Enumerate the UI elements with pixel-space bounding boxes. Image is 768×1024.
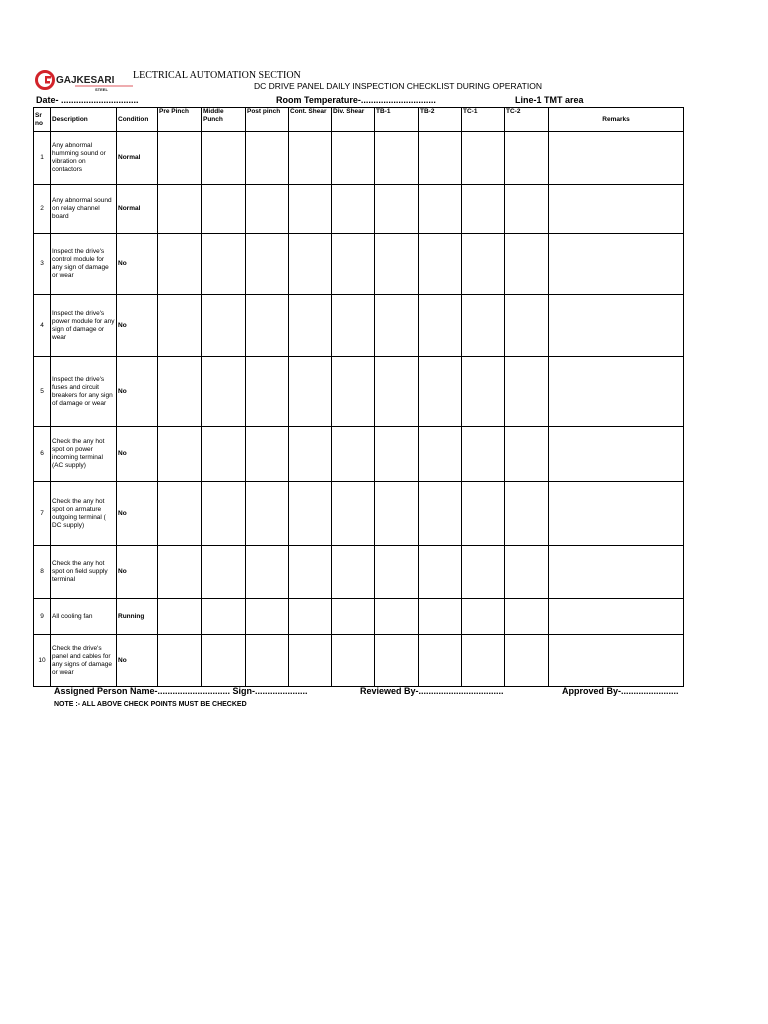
post-pinch-cell[interactable]: [246, 132, 289, 185]
tb2-cell[interactable]: [419, 185, 462, 234]
column-header-remarks: Remarks: [549, 108, 684, 132]
row-sr: 1: [34, 132, 51, 185]
row-sr: 5: [34, 357, 51, 427]
tc2-cell[interactable]: [505, 546, 549, 599]
gajkesari-logo-icon: [35, 70, 135, 92]
tc1-cell[interactable]: [462, 357, 505, 427]
column-header-pre-pinch: Pre Pinch: [158, 108, 202, 132]
remarks-cell[interactable]: [549, 357, 684, 427]
table-row: [34, 357, 684, 427]
cont-shear-cell[interactable]: [289, 546, 332, 599]
div-shear-cell[interactable]: [332, 295, 375, 357]
pre-pinch-cell[interactable]: [158, 635, 202, 687]
table-row: [34, 132, 684, 185]
row-sr: 4: [34, 295, 51, 357]
post-pinch-cell[interactable]: [246, 234, 289, 295]
pre-pinch-cell[interactable]: [158, 185, 202, 234]
div-shear-cell[interactable]: [332, 185, 375, 234]
table-row: [34, 546, 684, 599]
table-row: [34, 295, 684, 357]
row-description: All cooling fan: [51, 599, 117, 635]
column-header-description: Description: [51, 108, 117, 132]
tb1-cell[interactable]: [375, 635, 419, 687]
tb2-cell[interactable]: [419, 234, 462, 295]
row-description: Check the any hot spot on field supply terminal: [51, 546, 117, 599]
tb2-cell[interactable]: [419, 295, 462, 357]
row-condition: Normal: [117, 185, 158, 234]
logo-subtext: STEEL: [95, 87, 108, 92]
div-shear-cell[interactable]: [332, 546, 375, 599]
tb1-cell[interactable]: [375, 599, 419, 635]
remarks-cell[interactable]: [549, 185, 684, 234]
row-condition: Running: [117, 599, 158, 635]
column-header-tc2: TC-2: [505, 108, 549, 132]
tc1-cell[interactable]: [462, 132, 505, 185]
middle-punch-cell[interactable]: [202, 635, 246, 687]
tb2-cell[interactable]: [419, 482, 462, 546]
tb2-cell[interactable]: [419, 599, 462, 635]
pre-pinch-cell[interactable]: [158, 295, 202, 357]
cont-shear-cell[interactable]: [289, 185, 332, 234]
inspection-checklist-table: [33, 107, 684, 687]
post-pinch-cell[interactable]: [246, 635, 289, 687]
column-header-tc1: TC-1: [462, 108, 505, 132]
row-condition: No: [117, 482, 158, 546]
row-condition: No: [117, 234, 158, 295]
pre-pinch-cell[interactable]: [158, 482, 202, 546]
row-description: Any abnormal sound on relay channel board: [51, 185, 117, 234]
div-shear-cell[interactable]: [332, 357, 375, 427]
row-condition: No: [117, 427, 158, 482]
column-header-condition: Condition: [117, 108, 158, 132]
company-logo: [35, 70, 135, 92]
row-sr: 8: [34, 546, 51, 599]
tc1-cell[interactable]: [462, 635, 505, 687]
row-sr: 9: [34, 599, 51, 635]
page-title: DC DRIVE PANEL DAILY INSPECTION CHECKLIST DURING OPERATION: [254, 81, 542, 91]
tc2-cell[interactable]: [505, 427, 549, 482]
table-row: [34, 185, 684, 234]
row-description: Inspect the drive's control module for any sign of damage or wear: [51, 234, 117, 295]
row-sr: 3: [34, 234, 51, 295]
row-sr: 6: [34, 427, 51, 482]
middle-punch-cell[interactable]: [202, 132, 246, 185]
row-description: Check the any hot spot on power incoming terminal (AC supply): [51, 427, 117, 482]
tc1-cell[interactable]: [462, 482, 505, 546]
tc2-cell[interactable]: [505, 234, 549, 295]
cont-shear-cell[interactable]: [289, 132, 332, 185]
remarks-cell[interactable]: [549, 635, 684, 687]
approved-by-field[interactable]: Approved By-.......................: [562, 686, 679, 696]
table-row: [34, 599, 684, 635]
cont-shear-cell[interactable]: [289, 295, 332, 357]
pre-pinch-cell[interactable]: [158, 234, 202, 295]
tc2-cell[interactable]: [505, 185, 549, 234]
tb1-cell[interactable]: [375, 546, 419, 599]
line-area-label: Line-1 TMT area: [515, 95, 584, 105]
tc2-cell[interactable]: [505, 295, 549, 357]
column-header-div-shear: Div. Shear: [332, 108, 375, 132]
room-temperature-field[interactable]: Room Temperature-..............................: [276, 95, 436, 105]
middle-punch-cell[interactable]: [202, 427, 246, 482]
remarks-cell[interactable]: [549, 546, 684, 599]
tb1-cell[interactable]: [375, 132, 419, 185]
div-shear-cell[interactable]: [332, 635, 375, 687]
cont-shear-cell[interactable]: [289, 234, 332, 295]
tc2-cell[interactable]: [505, 357, 549, 427]
tc2-cell[interactable]: [505, 482, 549, 546]
div-shear-cell[interactable]: [332, 482, 375, 546]
row-description: Inspect the drive's power module for any sign of damage or wear: [51, 295, 117, 357]
middle-punch-cell[interactable]: [202, 185, 246, 234]
div-shear-cell[interactable]: [332, 599, 375, 635]
assigned-person-field[interactable]: Assigned Person Name-............................. Sign-.....................: [54, 686, 308, 696]
row-sr: 10: [34, 635, 51, 687]
pre-pinch-cell[interactable]: [158, 427, 202, 482]
column-header-middle-punch: Middle Punch: [202, 108, 246, 132]
remarks-cell[interactable]: [549, 599, 684, 635]
tc1-cell[interactable]: [462, 234, 505, 295]
tb2-cell[interactable]: [419, 357, 462, 427]
column-header-tb2: TB-2: [419, 108, 462, 132]
middle-punch-cell[interactable]: [202, 546, 246, 599]
middle-punch-cell[interactable]: [202, 295, 246, 357]
post-pinch-cell[interactable]: [246, 599, 289, 635]
date-field[interactable]: Date- ...............................: [36, 95, 139, 105]
tb1-cell[interactable]: [375, 482, 419, 546]
tc2-cell[interactable]: [505, 599, 549, 635]
column-header-post-pinch: Post pinch: [246, 108, 289, 132]
row-condition: No: [117, 635, 158, 687]
post-pinch-cell[interactable]: [246, 427, 289, 482]
section-title: LECTRICAL AUTOMATION SECTION: [133, 70, 301, 81]
cont-shear-cell[interactable]: [289, 635, 332, 687]
table-header-row: [34, 108, 684, 132]
middle-punch-cell[interactable]: [202, 482, 246, 546]
tc2-cell[interactable]: [505, 635, 549, 687]
logo-text: GAJKESARI: [56, 75, 115, 86]
row-condition: No: [117, 295, 158, 357]
remarks-cell[interactable]: [549, 427, 684, 482]
tb1-cell[interactable]: [375, 234, 419, 295]
row-description: Inspect the drive's fuses and circuit breakers for any sign of damage or wear: [51, 357, 117, 427]
pre-pinch-cell[interactable]: [158, 546, 202, 599]
note-text: NOTE :- ALL ABOVE CHECK POINTS MUST BE CHECKED: [54, 701, 247, 708]
div-shear-cell[interactable]: [332, 132, 375, 185]
row-description: Check the drive's panel and cables for any signs of damage or wear: [51, 635, 117, 687]
tb1-cell[interactable]: [375, 357, 419, 427]
tb2-cell[interactable]: [419, 427, 462, 482]
row-condition: No: [117, 357, 158, 427]
row-description: Check the any hot spot on armature outgoing terminal ( DC supply): [51, 482, 117, 546]
row-description: Any abnormal humming sound or vibration on contactors: [51, 132, 117, 185]
table-row: [34, 234, 684, 295]
middle-punch-cell[interactable]: [202, 234, 246, 295]
middle-punch-cell[interactable]: [202, 357, 246, 427]
tb2-cell[interactable]: [419, 132, 462, 185]
post-pinch-cell[interactable]: [246, 357, 289, 427]
column-header-sr: Sr no: [34, 108, 51, 132]
pre-pinch-cell[interactable]: [158, 132, 202, 185]
div-shear-cell[interactable]: [332, 234, 375, 295]
column-header-tb1: TB-1: [375, 108, 419, 132]
div-shear-cell[interactable]: [332, 427, 375, 482]
pre-pinch-cell[interactable]: [158, 599, 202, 635]
tc1-cell[interactable]: [462, 185, 505, 234]
tb2-cell[interactable]: [419, 546, 462, 599]
remarks-cell[interactable]: [549, 295, 684, 357]
cont-shear-cell[interactable]: [289, 427, 332, 482]
tb2-cell[interactable]: [419, 635, 462, 687]
remarks-cell[interactable]: [549, 234, 684, 295]
table-row: [34, 635, 684, 687]
post-pinch-cell[interactable]: [246, 295, 289, 357]
row-condition: Normal: [117, 132, 158, 185]
remarks-cell[interactable]: [549, 132, 684, 185]
pre-pinch-cell[interactable]: [158, 357, 202, 427]
post-pinch-cell[interactable]: [246, 482, 289, 546]
tb1-cell[interactable]: [375, 295, 419, 357]
row-sr: 2: [34, 185, 51, 234]
cont-shear-cell[interactable]: [289, 599, 332, 635]
table-row: [34, 427, 684, 482]
post-pinch-cell[interactable]: [246, 185, 289, 234]
reviewed-by-field[interactable]: Reviewed By-..................................: [360, 686, 504, 696]
remarks-cell[interactable]: [549, 482, 684, 546]
tc1-cell[interactable]: [462, 599, 505, 635]
middle-punch-cell[interactable]: [202, 599, 246, 635]
cont-shear-cell[interactable]: [289, 357, 332, 427]
tb1-cell[interactable]: [375, 185, 419, 234]
tb1-cell[interactable]: [375, 427, 419, 482]
tc1-cell[interactable]: [462, 427, 505, 482]
cont-shear-cell[interactable]: [289, 482, 332, 546]
tc1-cell[interactable]: [462, 295, 505, 357]
tc2-cell[interactable]: [505, 132, 549, 185]
column-header-cont-shear: Cont. Shear: [289, 108, 332, 132]
tc1-cell[interactable]: [462, 546, 505, 599]
row-sr: 7: [34, 482, 51, 546]
row-condition: No: [117, 546, 158, 599]
post-pinch-cell[interactable]: [246, 546, 289, 599]
table-row: [34, 482, 684, 546]
